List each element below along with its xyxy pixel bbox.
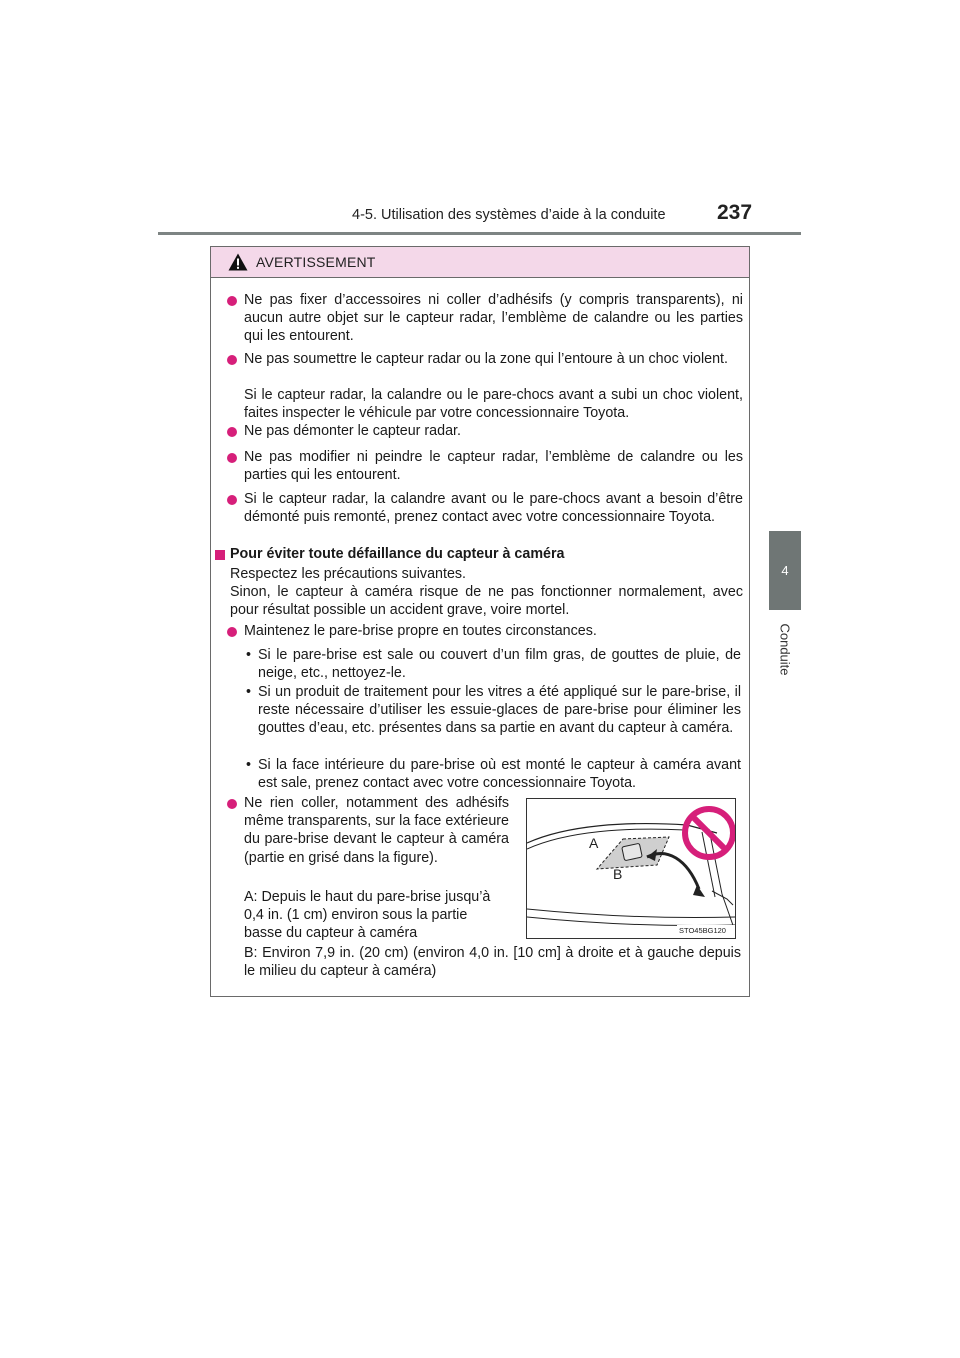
warning-item: Ne pas démonter le capteur radar. bbox=[244, 423, 461, 439]
camera-intro-1: Respectez les précautions suivantes. bbox=[230, 566, 467, 582]
windshield-drawing bbox=[527, 799, 735, 938]
camera-bullet-1: Maintenez le pare-brise propre en toutes circonstances. bbox=[244, 623, 597, 639]
warning-title: AVERTISSEMENT bbox=[256, 254, 376, 270]
bullet-icon bbox=[227, 453, 237, 463]
chapter-tab-label-text: Conduite bbox=[777, 622, 793, 676]
windshield-figure bbox=[526, 798, 736, 939]
bullet-icon bbox=[227, 427, 237, 437]
warning-triangle-icon bbox=[228, 253, 248, 271]
figure-code: STO45BG120 bbox=[679, 926, 726, 935]
sub-item: Si la face intérieure du pare-brise où est monté le capteur à caméra avant est sale, prenez contact avec votre concessionnaire Toyota. bbox=[258, 757, 741, 792]
chapter-tab-label bbox=[769, 614, 801, 684]
figure-label-a: A bbox=[589, 835, 599, 851]
note-a: A: Depuis le haut du pare-brise jusqu’à 0,4 in. (1 cm) environ sous la partie basse du capteur à caméra bbox=[244, 889, 491, 942]
warning-item: Ne pas modifier ni peindre le capteur radar, l’emblème de calandre ou les parties qui les entourent. bbox=[244, 449, 743, 484]
camera-section-heading: Pour éviter toute défaillance du capteur à caméra bbox=[230, 546, 565, 562]
warning-item: Ne pas fixer d’accessoires ni coller d’adhésifs (y compris transparents), ni aucun autre objet sur le capteur radar, l’emblème de calandre ou les parties qui les entourent. bbox=[244, 292, 743, 345]
warning-item: Si le capteur radar, la calandre avant ou le pare-chocs avant a besoin d’être démonté puis remonté, prenez contact avec votre concessionnaire Toyota. bbox=[244, 491, 743, 526]
chapter-tab-number: 4 bbox=[769, 531, 801, 610]
camera-bullet-2: Ne rien coller, notamment des adhésifs même transparents, sur la face extérieure du pare-brise devant le capteur à caméra (partie en grisé dans la figure). bbox=[244, 795, 509, 866]
warning-box bbox=[210, 246, 750, 997]
sub-item: Si le pare-brise est sale ou couvert d’un film gras, de gouttes de pluie, de neige, etc., nettoyez-le. bbox=[258, 647, 741, 682]
section-title: 4-5. Utilisation des systèmes d’aide à la conduite bbox=[352, 207, 666, 223]
bullet-icon bbox=[227, 627, 237, 637]
section-square-icon bbox=[215, 550, 225, 560]
figure-label-b: B bbox=[613, 866, 623, 882]
bullet-icon bbox=[227, 296, 237, 306]
bullet-icon bbox=[227, 799, 237, 809]
warning-header bbox=[211, 247, 749, 278]
sub-item: Si un produit de traitement pour les vitres a été appliqué sur le pare-brise, il reste nécessaire d’utiliser les essuie-glaces de pare-brise pour éliminer les gouttes d’eau, etc. présentes dans sa partie en avant du capteur à caméra. bbox=[258, 684, 741, 737]
note-b: B: Environ 7,9 in. (20 cm) (environ 4,0 in. [10 cm] à droite et à gauche depuis le milieu du capteur à caméra) bbox=[244, 945, 741, 980]
sub-item-dot: • bbox=[246, 647, 252, 663]
camera-intro-2: Sinon, le capteur à caméra risque de ne pas fonctionner normalement, avec pour résultat possible un accident grave, voire mortel. bbox=[230, 584, 743, 619]
bullet-icon bbox=[227, 495, 237, 505]
warning-item: Ne pas soumettre le capteur radar ou la zone qui l’entoure à un choc violent. bbox=[244, 351, 728, 367]
page-number: 237 bbox=[717, 201, 753, 224]
warning-item-detail: Si le capteur radar, la calandre ou le pare-chocs avant a subi un choc violent, faites inspecter le véhicule par votre concessionnaire Toyota. bbox=[244, 387, 743, 422]
bullet-icon bbox=[227, 355, 237, 365]
sub-item-dot: • bbox=[246, 757, 252, 773]
sub-item-dot: • bbox=[246, 684, 252, 700]
header-rule bbox=[158, 232, 801, 235]
